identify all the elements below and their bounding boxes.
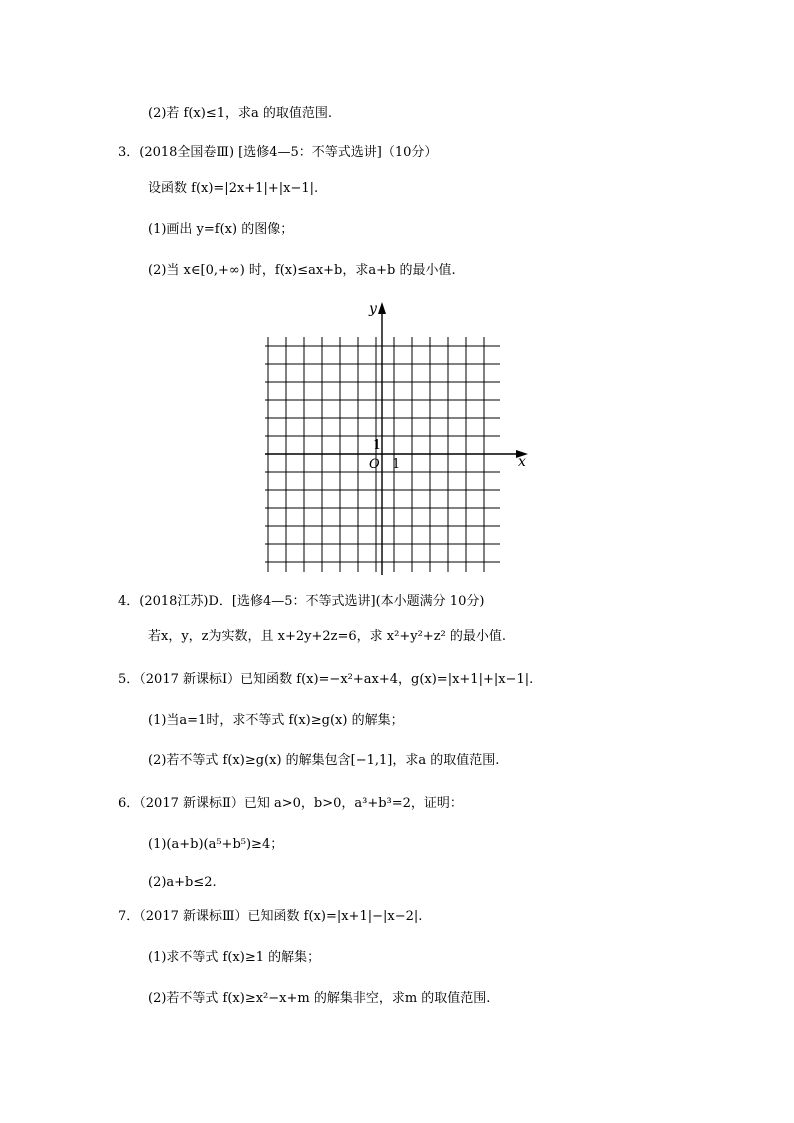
q5-part2: (2)若不等式 f(x)≥g(x) 的解集包含[−1,1]，求a 的取值范围. xyxy=(148,753,500,768)
q3-part2: (2)当 x∈[0,+∞) 时，f(x)≤ax+b，求a+b 的最小值. xyxy=(148,263,456,278)
q4-body: 若x，y，z为实数，且 x+2y+2z=6，求 x²+y²+z² 的最小值. xyxy=(148,629,507,644)
y-axis-label: y xyxy=(369,301,377,317)
q3-function-def: 设函数 f(x)=|2x+1|+|x−1|. xyxy=(148,181,319,196)
q7-header: 7．（2017 新课标Ⅲ）已知函数 f(x)=|x+1|−|x−2|. xyxy=(118,909,423,924)
q6-part2: (2)a+b≤2. xyxy=(148,875,217,890)
q4-header: 4．(2018江苏)D．[选修4—5：不等式选讲](本小题满分 10分) xyxy=(118,594,485,609)
q2-part2: (2)若 f(x)≤1，求a 的取值范围. xyxy=(148,106,333,121)
q7-part1: (1)求不等式 f(x)≥1 的解集； xyxy=(148,950,321,965)
q5-part1: (1)当a=1时，求不等式 f(x)≥g(x) 的解集； xyxy=(148,713,404,728)
q6-part1: (1)(a+b)(a⁵+b⁵)≥4； xyxy=(148,837,284,852)
x-unit-label: 1 xyxy=(392,457,401,472)
origin-label: O xyxy=(369,457,380,472)
q3-header: 3．(2018全国卷Ⅲ) [选修4—5：不等式选讲]（10分） xyxy=(118,145,438,160)
q7-part2: (2)若不等式 f(x)≥x²−x+m 的解集非空，求m 的取值范围. xyxy=(148,991,491,1006)
q3-part1: (1)画出 y=f(x) 的图像； xyxy=(148,222,294,237)
q6-header: 6．（2017 新课标Ⅱ）已知 a>0，b>0，a³+b³=2，证明： xyxy=(118,796,463,811)
y-unit-label: 1 xyxy=(373,438,382,453)
y-axis-arrow xyxy=(378,302,386,314)
q5-header: 5．（2017 新课标Ⅰ）已知函数 f(x)=−x²+ax+4，g(x)=|x+1|+|x−1|. xyxy=(118,672,534,687)
x-axis-label: x xyxy=(518,454,526,470)
